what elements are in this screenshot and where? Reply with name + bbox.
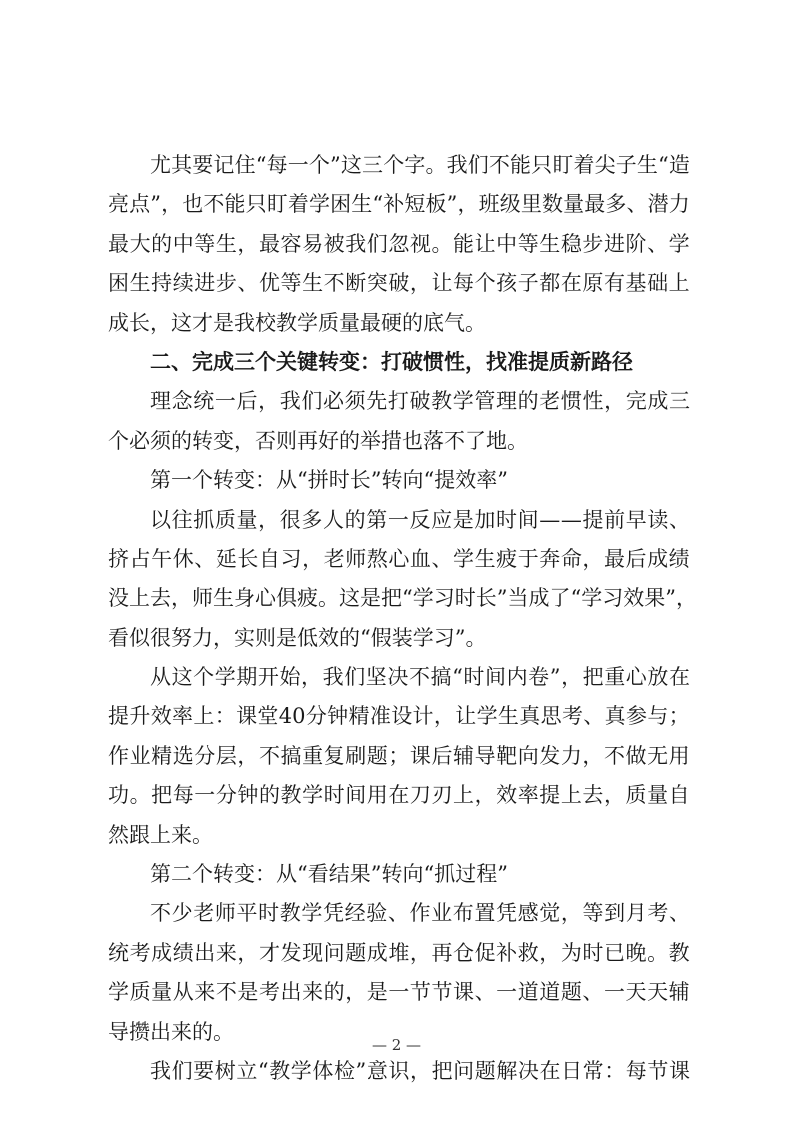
text-line: 成长，这才是我校教学质量最硬的底气。 <box>108 310 486 335</box>
section-heading: 二、完成三个关键转变：打破惯性，找准提质新路径 <box>150 349 633 374</box>
text-line: 不 少 老 师 平 时 教 学 凭 经 验 、 作 业 布 置 凭 感 觉 ， 等 到 月 考 、 <box>150 901 690 926</box>
text-line: 亮 点 ” ， 也 不 能 只 盯 着 学 困 生 “ 补 短 板 ” ， 班 级 里 数 量 最 多 、 潜 力 <box>108 192 690 217</box>
text-line: 没 上 去 ， 师 生 身 心 俱 疲 。 这 是 把 “ 学 习 时 长 ” 当 成 了 “ 学 习 效 果 ” ， <box>108 586 697 611</box>
text-line: 最 大 的 中 等 生 ， 最 容 易 被 我 们 忽 视 。 能 让 中 等 生 稳 步 进 阶 、 学 <box>108 231 690 256</box>
text-line: 以 往 抓 质 量 ， 很 多 人 的 第 一 反 应 是 加 时 间 — — 提 前 早 读 、 <box>150 507 690 532</box>
text-line: 困 生 持 续 进 步 、 优 等 生 不 断 突 破 ， 让 每 个 孩 子 都 在 原 有 基 础 上 <box>108 271 690 296</box>
document-body <box>108 146 697 1091</box>
text-line: 挤 占 午 休 、 延 长 自 习 ， 老 师 熬 心 血 、 学 生 疲 于 奔 命 ， 最 后 成 绩 <box>108 546 690 571</box>
text-line: 第一个转变：从“拼时长”转向“提效率” <box>150 468 508 493</box>
text-line: 个必须的转变，否则再好的举措也落不了地。 <box>108 428 528 453</box>
text-line: 从 这 个 学 期 开 始 ， 我 们 坚 决 不 搞 “ 时 间 内 卷 ” ， 把 重 心 放 在 <box>150 665 690 690</box>
text-line: 理 念 统 一 后 ， 我 们 必 须 先 打 破 教 学 管 理 的 老 惯 性 ， 完 成 三 <box>150 389 690 414</box>
text-line: 作 业 精 选 分 层 ， 不 搞 重 复 刷 题 ； 课 后 辅 导 靶 向 发 力 ， 不 做 无 用 <box>108 743 690 768</box>
text-line: 看似很努力，实则是低效的“假装学习”。 <box>108 625 487 650</box>
text-line: 导攒出来的。 <box>108 1019 234 1044</box>
text-line: 提 升 效 率 上 ： 课 堂 40 分 钟 精 准 设 计 ， 让 学 生 真 思 考 、 真 参 与 ； <box>108 704 690 729</box>
text-line: 第二个转变：从“看结果”转向“抓过程” <box>150 862 508 887</box>
text-line: 学 质 量 从 来 不 是 考 出 来 的 ， 是 一 节 节 课 、 一 道 道 题 、 一 天 天 辅 <box>108 980 690 1005</box>
text-line: 统 考 成 绩 出 来 ， 才 发 现 问 题 成 堆 ， 再 仓 促 补 救 ， 为 时 已 晚 。 教 <box>108 940 690 965</box>
text-line: 功 。 把 每 一 分 钟 的 教 学 时 间 用 在 刀 刃 上 ， 效 率 提 上 去 ， 质 量 自 <box>108 783 690 808</box>
text-line: 我 们 要 树 立 “ 教 学 体 检 ” 意 识 ， 把 问 题 解 决 在 日 常 ： 每 节 课 <box>150 1058 690 1083</box>
page-number: — 2 — <box>371 1036 422 1054</box>
text-line: 尤 其 要 记 住 “ 每 一 个 ” 这 三 个 字 。 我 们 不 能 只 盯 着 尖 子 生 “ 造 <box>150 153 690 177</box>
text-line: 然跟上来。 <box>108 822 213 847</box>
